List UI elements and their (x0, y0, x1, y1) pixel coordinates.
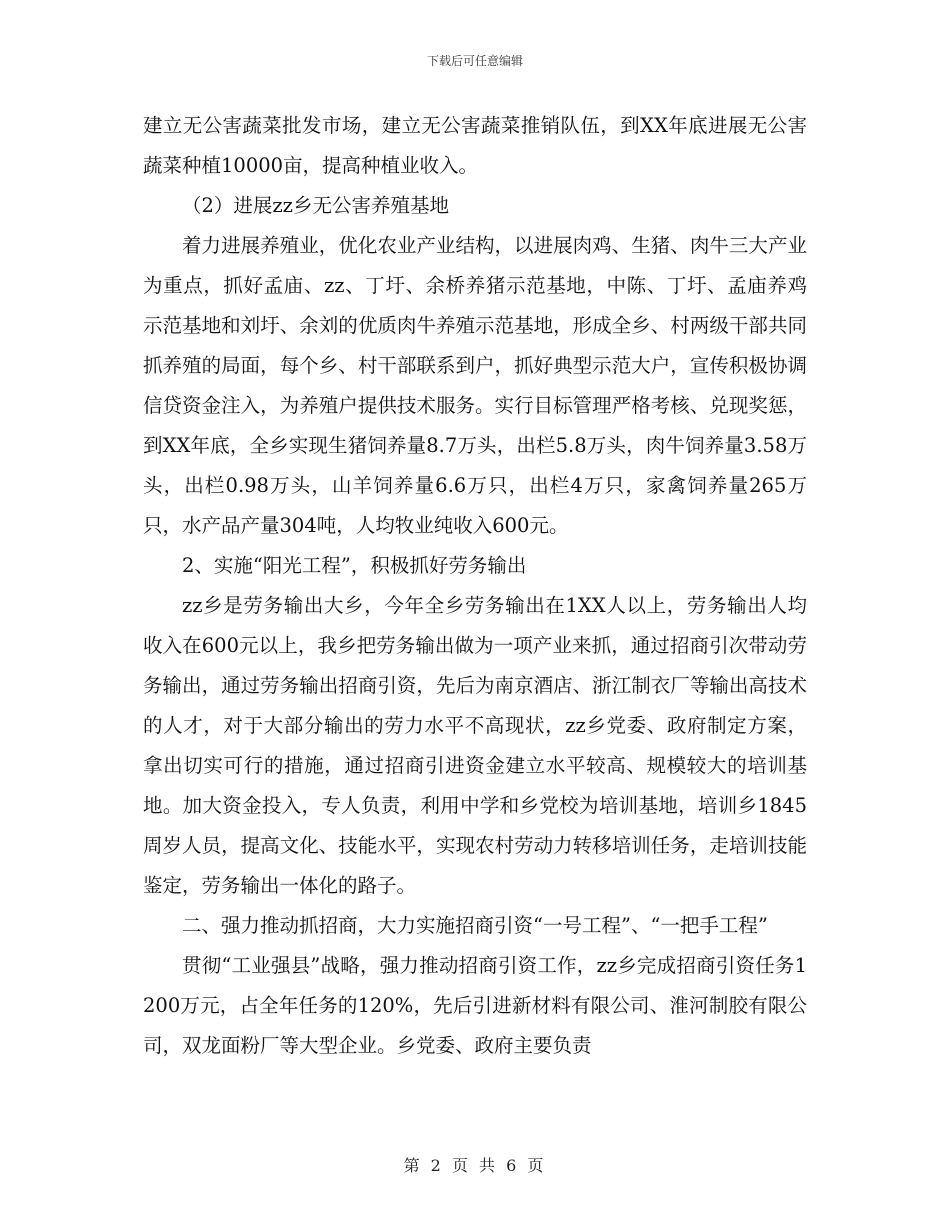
paragraph-3: 着力进展养殖业，优化农业产业结构，以进展肉鸡、生猪、肉牛三大产业为重点，抓好孟庙、zz、丁圩、余桥养猪示范基地，中陈、丁圩、孟庙养鸡示范基地和刘圩、余刘的优质肉牛养殖示范基地，形成全乡、村两级干部共同抓养殖的局面，每个乡、村干部联系到户，抓好典型示范大户，宣传积极协调信贷资金注入，为养殖户提供技术服务。实行目标管理严格考核、兑现奖惩，到XX年底，全乡实现生猪饲养量8.7万头，出栏5.8万头，肉牛饲养量3.58万头，出栏0.98万头，山羊饲养量6.6万只，出栏4万只，家禽饲养量265万只，水产品产量304吨，人均牧业纯收入600元。 (143, 234, 807, 537)
paragraph-4-heading: 2、实施“阳光工程”，积极抓好劳务输出 (182, 554, 527, 577)
paragraph-6-heading: 二、强力推动抓招商，大力实施招商引资“一号工程”、“一把手工程” (182, 914, 768, 937)
page-header: 下载后可任意编辑 (426, 54, 523, 68)
paragraph-2-heading: （2）进展zz乡无公害养殖基地 (182, 194, 449, 217)
paragraph-7: 贯彻“工业强县”战略，强力推动招商引资工作，zz乡完成招商引资任务1200万元，占全年任务的120%，先后引进新材料有限公司、淮河制胶有限公司，双龙面粉厂等大型企业。乡党委、政府主要负责 (143, 954, 807, 1057)
paragraph-5: zz乡是劳务输出大乡，今年全乡劳务输出在1XX人以上，劳务输出人均收入在600元以上，我乡把劳务输出做为一项产业来抓，通过招商引次带动劳务输出，通过劳务输出招商引资，先后为南京酒店、浙江制衣厂等输出高技术的人才，对于大部分输出的劳力水平不高现状，zz乡党委、政府制定方案，拿出切实可行的措施，通过招商引进资金建立水平较高、规模较大的培训基地。加大资金投入，专人负责，利用中学和乡党校为培训基地，培训乡1845周岁人员，提高文化、技能水平，实现农村劳动力转移培训任务，走培训技能鉴定，劳务输出一体化的路子。 (143, 594, 807, 897)
page-footer: 第 2 页 共 6 页 (403, 1156, 547, 1175)
document-body (143, 106, 807, 1066)
paragraph-1: 建立无公害蔬菜批发市场，建立无公害蔬菜推销队伍，到XX年底进展无公害蔬菜种植10000亩，提高种植业收入。 (143, 114, 807, 177)
